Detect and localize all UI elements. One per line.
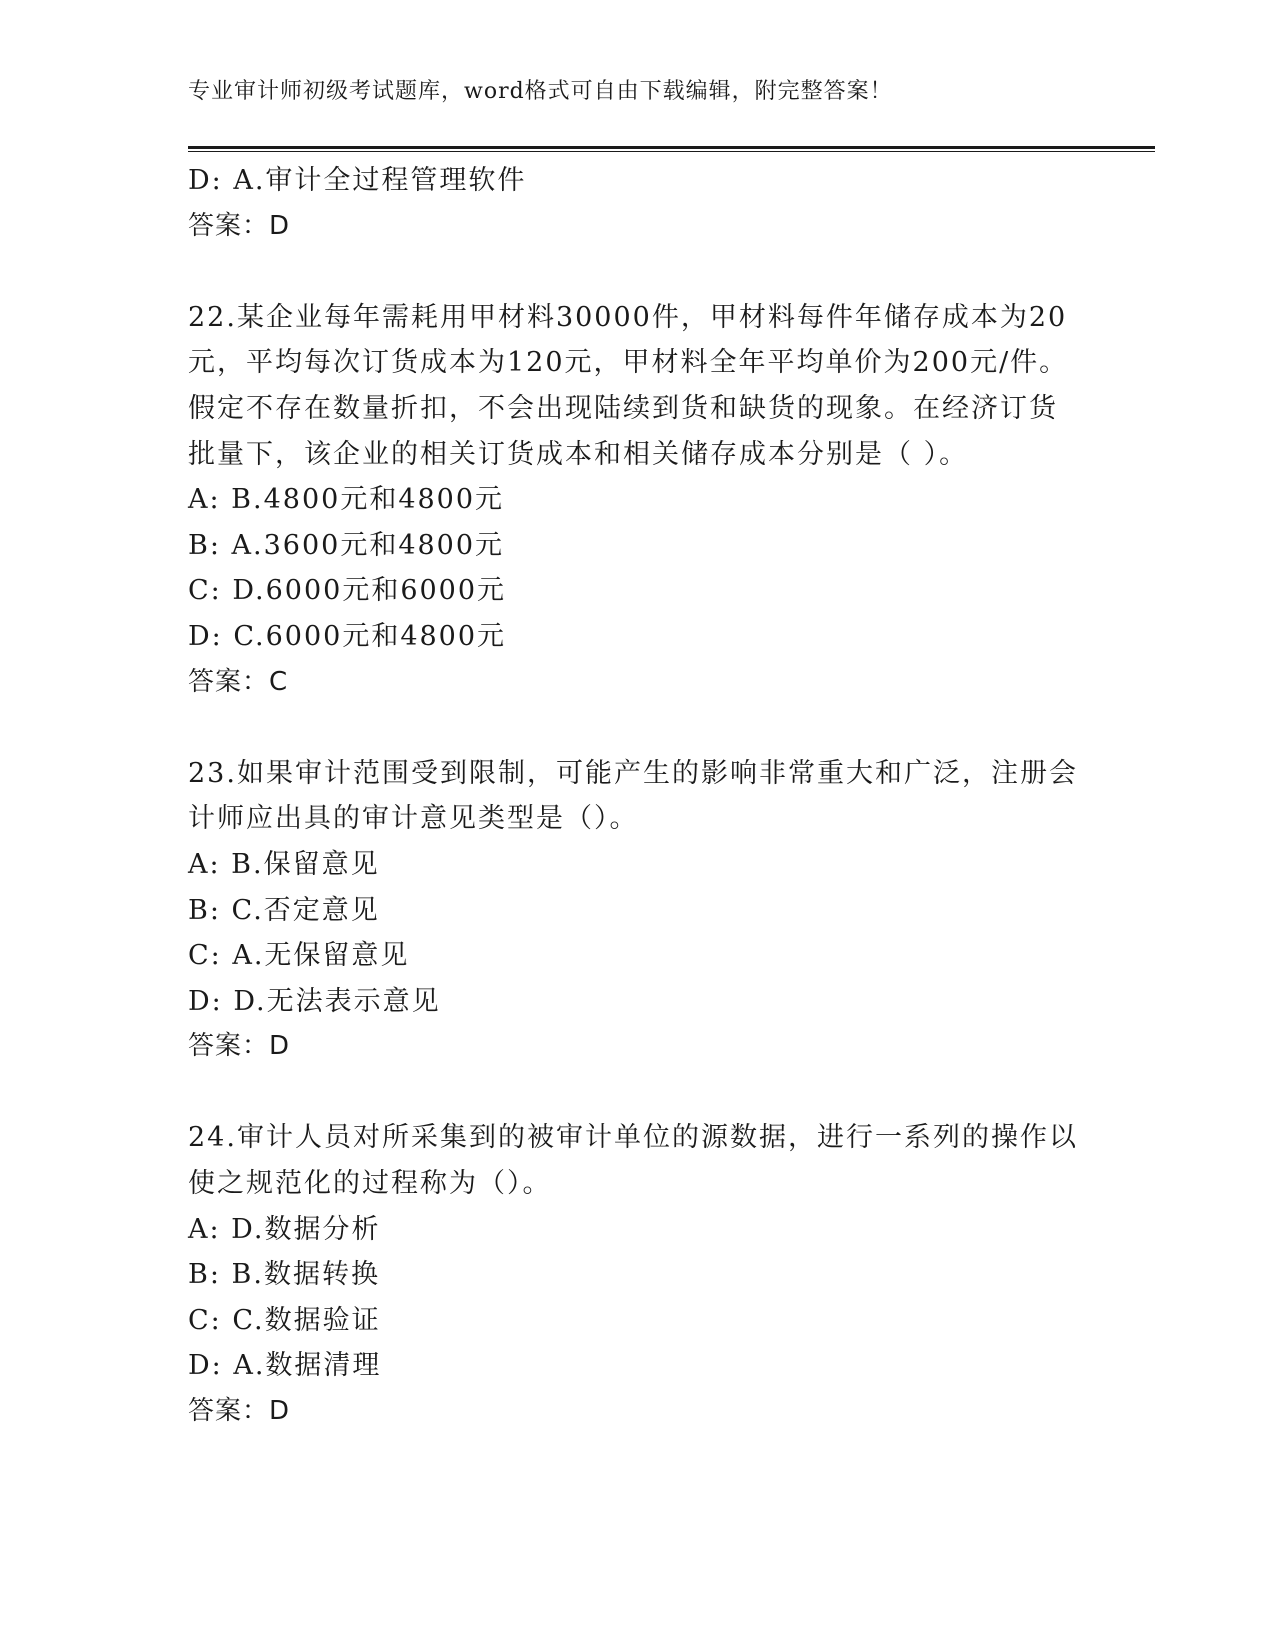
- question-23-line: 23.如果审计范围受到限制，可能产生的影响非常重大和广泛，注册会: [188, 757, 1078, 789]
- page-header: 专业审计师初级考试题库，word格式可自由下载编辑，附完整答案！: [188, 79, 893, 104]
- question-content: [188, 158, 1088, 1435]
- question-22-answer: 答案：C: [188, 666, 289, 697]
- question-23-option-d: D: D.无法表示意见: [188, 985, 441, 1017]
- question-23-option-c: C: A.无保留意见: [188, 940, 410, 972]
- question-23-option-a: A: B.保留意见: [188, 848, 380, 880]
- spacer: [188, 1070, 1088, 1116]
- question-24-answer: 答案：D: [188, 1396, 291, 1427]
- header-rule-thin: [188, 151, 1155, 152]
- question-23-option-b: B: C.否定意见: [188, 894, 380, 926]
- question-24-option-b: B: B.数据转换: [188, 1259, 380, 1291]
- question-22-option-c: C: D.6000元和6000元: [188, 575, 507, 607]
- question-22-option-b: B: A.3600元和4800元: [188, 529, 505, 561]
- question-24-line: 使之规范化的过程称为（）。: [188, 1168, 552, 1200]
- prev-option-d: D: A.审计全过程管理软件: [188, 165, 527, 196]
- question-24-option-a: A: D.数据分析: [188, 1213, 381, 1245]
- question-22: [188, 295, 1088, 705]
- header-rule-thick: [188, 146, 1155, 149]
- question-24: [188, 1115, 1088, 1434]
- question-22-line: 批量下，该企业的相关订货成本和相关储存成本分别是（ ）。: [188, 438, 969, 470]
- question-24-line: 24.审计人员对所采集到的被审计单位的源数据，进行一系列的操作以: [188, 1122, 1078, 1154]
- question-22-line: 元，平均每次订货成本为120元，甲材料全年平均单价为200元/件。: [188, 347, 1069, 379]
- question-23-line: 计师应出具的审计意见类型是（）。: [188, 803, 639, 835]
- question-23-answer: 答案：D: [188, 1031, 291, 1062]
- question-22-line: 22.某企业每年需耗用甲材料30000件，甲材料每件年储存成本为20: [188, 301, 1068, 333]
- prev-answer: 答案：D: [188, 210, 291, 241]
- question-22-line: 假定不存在数量折扣，不会出现陆续到货和缺货的现象。在经济订货: [188, 392, 1058, 424]
- question-23: [188, 751, 1088, 1070]
- spacer: [188, 705, 1088, 751]
- question-24-option-c: C: C.数据验证: [188, 1304, 381, 1336]
- question-24-option-d: D: A.数据清理: [188, 1350, 382, 1382]
- question-22-option-a: A: B.4800元和4800元: [188, 484, 505, 516]
- spacer: [188, 249, 1088, 295]
- question-22-option-d: D: C.6000元和4800元: [188, 620, 507, 652]
